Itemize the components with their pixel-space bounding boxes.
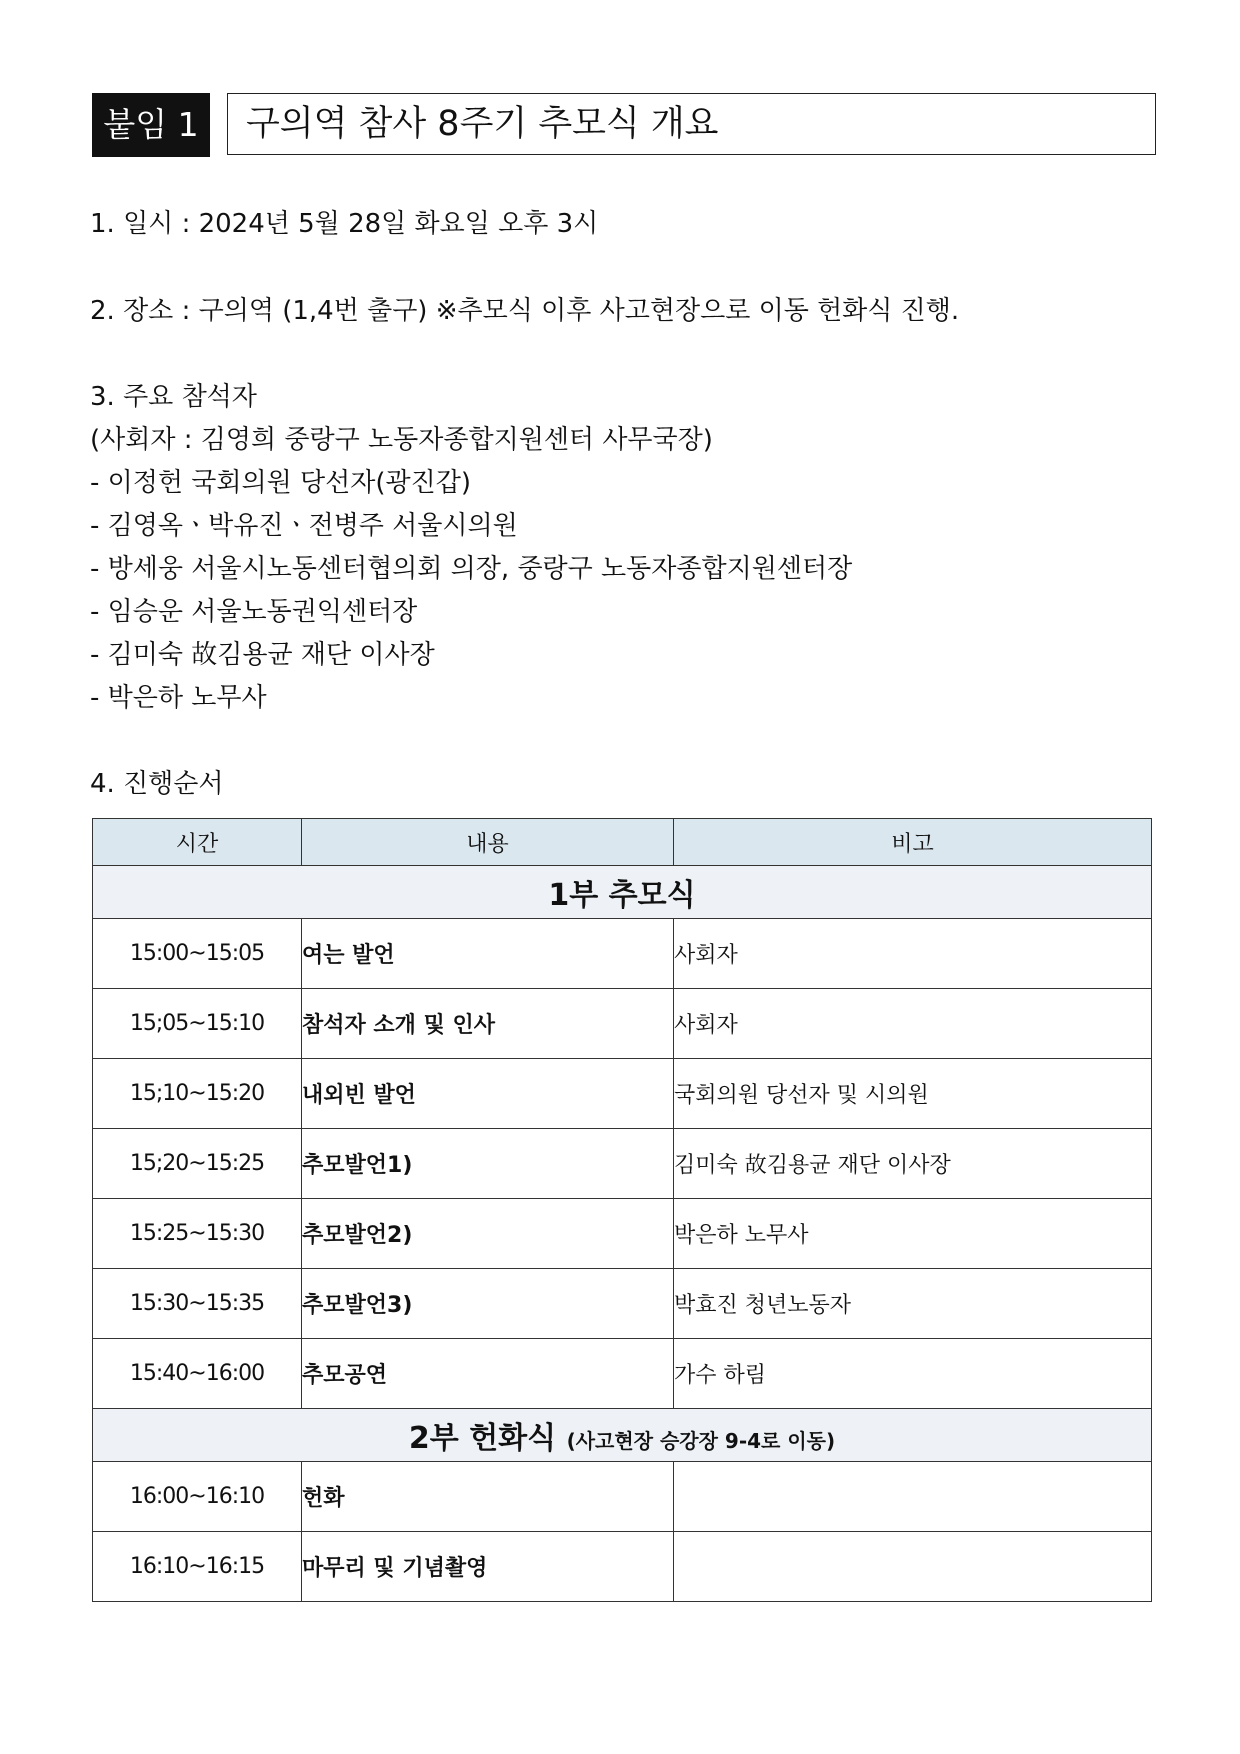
- row-note: 국회의원 당선자 및 시의원: [674, 1059, 1152, 1129]
- row-note: 박효진 청년노동자: [674, 1269, 1152, 1339]
- row-content: 추모발언3): [302, 1269, 674, 1339]
- place-line: 2. 장소 : 구의역 (1,4번 출구) ※추모식 이후 사고현장으로 이동 헌화식 진행.: [90, 296, 960, 326]
- datetime-line: 1. 일시 : 2024년 5월 28일 화요일 오후 3시: [90, 209, 599, 239]
- row-note: 가수 하림: [674, 1339, 1152, 1409]
- row-note: 사회자: [674, 989, 1152, 1059]
- attendee-item: - 김미숙 故김용균 재단 이사장: [90, 640, 435, 670]
- row-content: 추모발언1): [302, 1129, 674, 1199]
- header-note: 비고: [674, 819, 1152, 866]
- row-time: 15:00~15:05: [93, 919, 302, 989]
- row-note: [674, 1462, 1152, 1532]
- part2-header: [93, 1409, 1152, 1462]
- attendee-item: - 박은하 노무사: [90, 683, 267, 713]
- part1-section-row: [93, 866, 1152, 919]
- moderator-line: (사회자 : 김영희 중랑구 노동자종합지원센터 사무국장): [90, 425, 713, 455]
- table-row: [93, 1532, 1152, 1602]
- row-content: 참석자 소개 및 인사: [302, 989, 674, 1059]
- row-content: 헌화: [302, 1462, 674, 1532]
- table-row: [93, 1059, 1152, 1129]
- row-content: 마무리 및 기념촬영: [302, 1532, 674, 1602]
- document-title: 구의역 참사 8주기 추모식 개요: [227, 93, 1156, 155]
- header-time: 시간: [93, 819, 302, 866]
- row-time: 15;05~15:10: [93, 989, 302, 1059]
- table-row: [93, 989, 1152, 1059]
- attendees-heading: 3. 주요 참석자: [90, 382, 257, 412]
- row-note: 박은하 노무사: [674, 1199, 1152, 1269]
- row-time: 15;20~15:25: [93, 1129, 302, 1199]
- row-time: 15:25~15:30: [93, 1199, 302, 1269]
- row-time: 15:30~15:35: [93, 1269, 302, 1339]
- part2-section-row: [93, 1409, 1152, 1462]
- row-content: 추모공연: [302, 1339, 674, 1409]
- table-header-row: [93, 819, 1152, 866]
- row-content: 여는 발언: [302, 919, 674, 989]
- row-note: 김미숙 故김용균 재단 이사장: [674, 1129, 1152, 1199]
- row-time: 15;10~15:20: [93, 1059, 302, 1129]
- part2-subtitle: (사고현장 승강장 9-4로 이동): [566, 1429, 836, 1453]
- row-content: 내외빈 발언: [302, 1059, 674, 1129]
- row-time: 16:00~16:10: [93, 1462, 302, 1532]
- row-note: 사회자: [674, 919, 1152, 989]
- table-row: [93, 919, 1152, 989]
- part1-title: 1부 추모식: [93, 866, 1152, 919]
- schedule-table: [92, 818, 1152, 1602]
- attendee-item: - 방세웅 서울시노동센터협의회 의장, 중랑구 노동자종합지원센터장: [90, 554, 853, 584]
- attendee-item: - 임승운 서울노동권익센터장: [90, 597, 418, 627]
- attachment-tag: 붙임 1: [92, 93, 210, 157]
- table-row: [93, 1462, 1152, 1532]
- table-row: [93, 1339, 1152, 1409]
- row-content: 추모발언2): [302, 1199, 674, 1269]
- table-row: [93, 1269, 1152, 1339]
- table-row: [93, 1129, 1152, 1199]
- header-content: 내용: [302, 819, 674, 866]
- row-time: 16:10~16:15: [93, 1532, 302, 1602]
- row-time: 15:40~16:00: [93, 1339, 302, 1409]
- table-row: [93, 1199, 1152, 1269]
- row-note: [674, 1532, 1152, 1602]
- attendee-item: - 이정헌 국회의원 당선자(광진갑): [90, 468, 471, 498]
- attendee-item: - 김영옥ㆍ박유진ㆍ전병주 서울시의원: [90, 511, 518, 541]
- program-heading: 4. 진행순서: [90, 769, 224, 799]
- part2-title: 2부 헌화식: [408, 1421, 557, 1456]
